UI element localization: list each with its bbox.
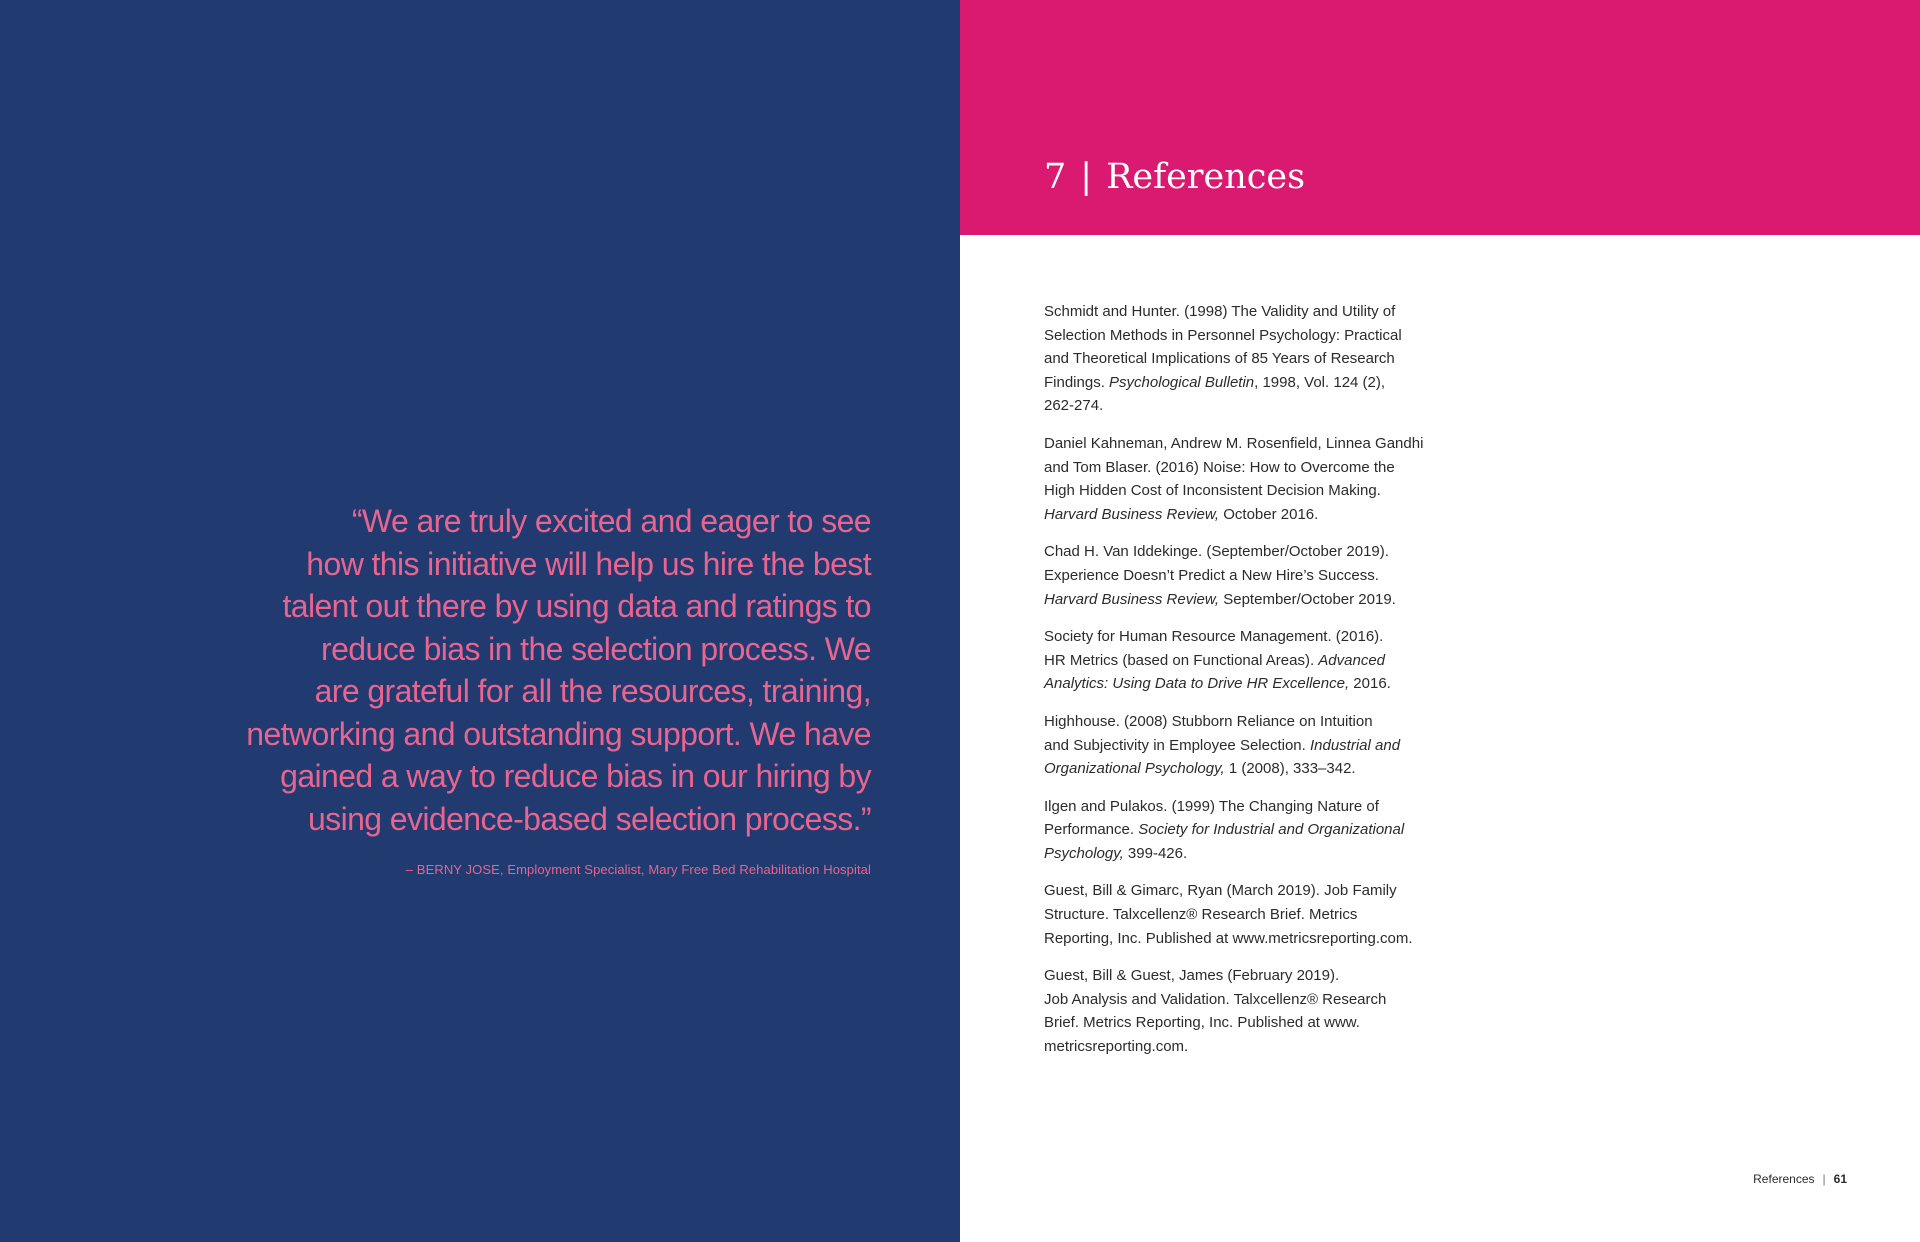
reference-title-text: Harvard Business Review, <box>1044 590 1220 608</box>
reference-item <box>1044 540 1450 611</box>
reference-text: and Subjectivity in Employee Selection. <box>1044 736 1310 754</box>
chapter-heading: References <box>1106 157 1306 197</box>
reference-text: Guest, Bill & Guest, James (February 2019). <box>1044 967 1340 985</box>
quote-attribution: – BERNY JOSE, Employment Specialist, Mary Free Bed Rehabilitation Hospital <box>405 862 871 877</box>
reference-text: Selection Methods in Personnel Psychology: Practical <box>1044 326 1402 344</box>
reference-text: Findings. <box>1044 373 1110 391</box>
footer-divider: | <box>1822 1172 1826 1186</box>
page-number: 61 <box>1833 1172 1847 1186</box>
reference-text: Structure. Talxcellenz® Research Brief. Metrics <box>1044 906 1358 924</box>
reference-text: Chad H. Van Iddekinge. (September/October 2019). <box>1044 543 1389 561</box>
reference-text: 262-274. <box>1044 397 1104 415</box>
quote-line: talent out there by using data and ratings to <box>282 588 871 624</box>
quote-line: how this initiative will help us hire the best <box>306 545 871 582</box>
reference-title-text: Industrial and <box>1309 736 1401 754</box>
chapter-header <box>960 0 1920 235</box>
reference-text: Job Analysis and Validation. Talxcellenz® Research <box>1044 990 1387 1008</box>
reference-text: High Hidden Cost of Inconsistent Decision Making. <box>1044 482 1381 500</box>
reference-text: 2016. <box>1349 675 1391 693</box>
chapter-number: 7 <box>1044 157 1067 197</box>
reference-text: Ilgen and Pulakos. (1999) The Changing Nature of <box>1044 797 1379 815</box>
reference-text: Performance. <box>1044 821 1139 839</box>
references-list <box>1044 300 1450 1073</box>
reference-text: Brief. Metrics Reporting, Inc. Published at www. <box>1044 1014 1360 1032</box>
footer-section: References <box>1753 1172 1815 1186</box>
reference-title-text: Harvard Business Review, <box>1044 505 1220 523</box>
reference-text: , 1998, Vol. 124 (2), <box>1254 373 1386 391</box>
reference-text: September/October 2019. <box>1219 590 1396 608</box>
reference-text: Schmidt and Hunter. (1998) The Validity and Utility of <box>1044 303 1396 320</box>
reference-text: Highhouse. (2008) Stubborn Reliance on Intuition <box>1044 712 1373 730</box>
reference-text: Society for Human Resource Management. (2016). <box>1044 628 1384 646</box>
reference-item <box>1044 432 1450 526</box>
reference-text: October 2016. <box>1219 505 1319 523</box>
reference-title-text: Analytics: Using Data to Drive HR Excellence, <box>1044 675 1350 693</box>
reference-title-text: Organizational Psychology, <box>1044 760 1225 778</box>
reference-text: HR Metrics (based on Functional Areas). <box>1044 651 1319 669</box>
reference-text: metricsreporting.com. <box>1044 1038 1189 1056</box>
reference-text: 1 (2008), 333–342. <box>1224 760 1356 778</box>
references-page <box>960 0 1920 1242</box>
reference-item <box>1044 795 1450 866</box>
quote-line: are grateful for all the resources, training, <box>314 673 871 709</box>
reference-item <box>1044 964 1450 1058</box>
reference-title-text: Society for Industrial and Organizational <box>1138 821 1405 839</box>
reference-text: and Theoretical Implications of 85 Years of Research <box>1044 350 1395 368</box>
quote-line: gained a way to reduce bias in our hiring by <box>280 758 871 794</box>
reference-text: and Tom Blaser. (2016) Noise: How to Overcome the <box>1044 458 1395 476</box>
pull-quote <box>191 500 871 879</box>
reference-text: 399-426. <box>1123 844 1188 862</box>
reference-text: Guest, Bill & Gimarc, Ryan (March 2019). Job Family <box>1044 882 1397 900</box>
page-footer <box>1753 1168 1847 1190</box>
reference-title-text: Psychological Bulletin <box>1109 373 1255 391</box>
reference-item <box>1044 625 1450 696</box>
quote-text <box>191 500 871 840</box>
reference-item <box>1044 710 1450 781</box>
reference-text: Daniel Kahneman, Andrew M. Rosenfield, Linnea Gandhi <box>1044 434 1424 452</box>
chapter-separator: | <box>1080 157 1093 197</box>
quote-line: using evidence-based selection process.” <box>307 800 871 837</box>
chapter-title <box>1044 152 1305 202</box>
reference-title-text: Advanced <box>1318 651 1385 669</box>
reference-item <box>1044 879 1450 950</box>
quote-line: reduce bias in the selection process. We <box>321 630 871 667</box>
reference-title-text: Psychology, <box>1044 844 1124 862</box>
reference-text: Reporting, Inc. Published at www.metricsreporting.com. <box>1044 929 1413 947</box>
reference-text: Experience Doesn’t Predict a New Hire’s Success. <box>1044 566 1379 584</box>
quote-line: networking and outstanding support. We have <box>246 715 871 752</box>
reference-item <box>1044 300 1450 418</box>
quote-line: “We are truly excited and eager to see <box>351 503 871 539</box>
